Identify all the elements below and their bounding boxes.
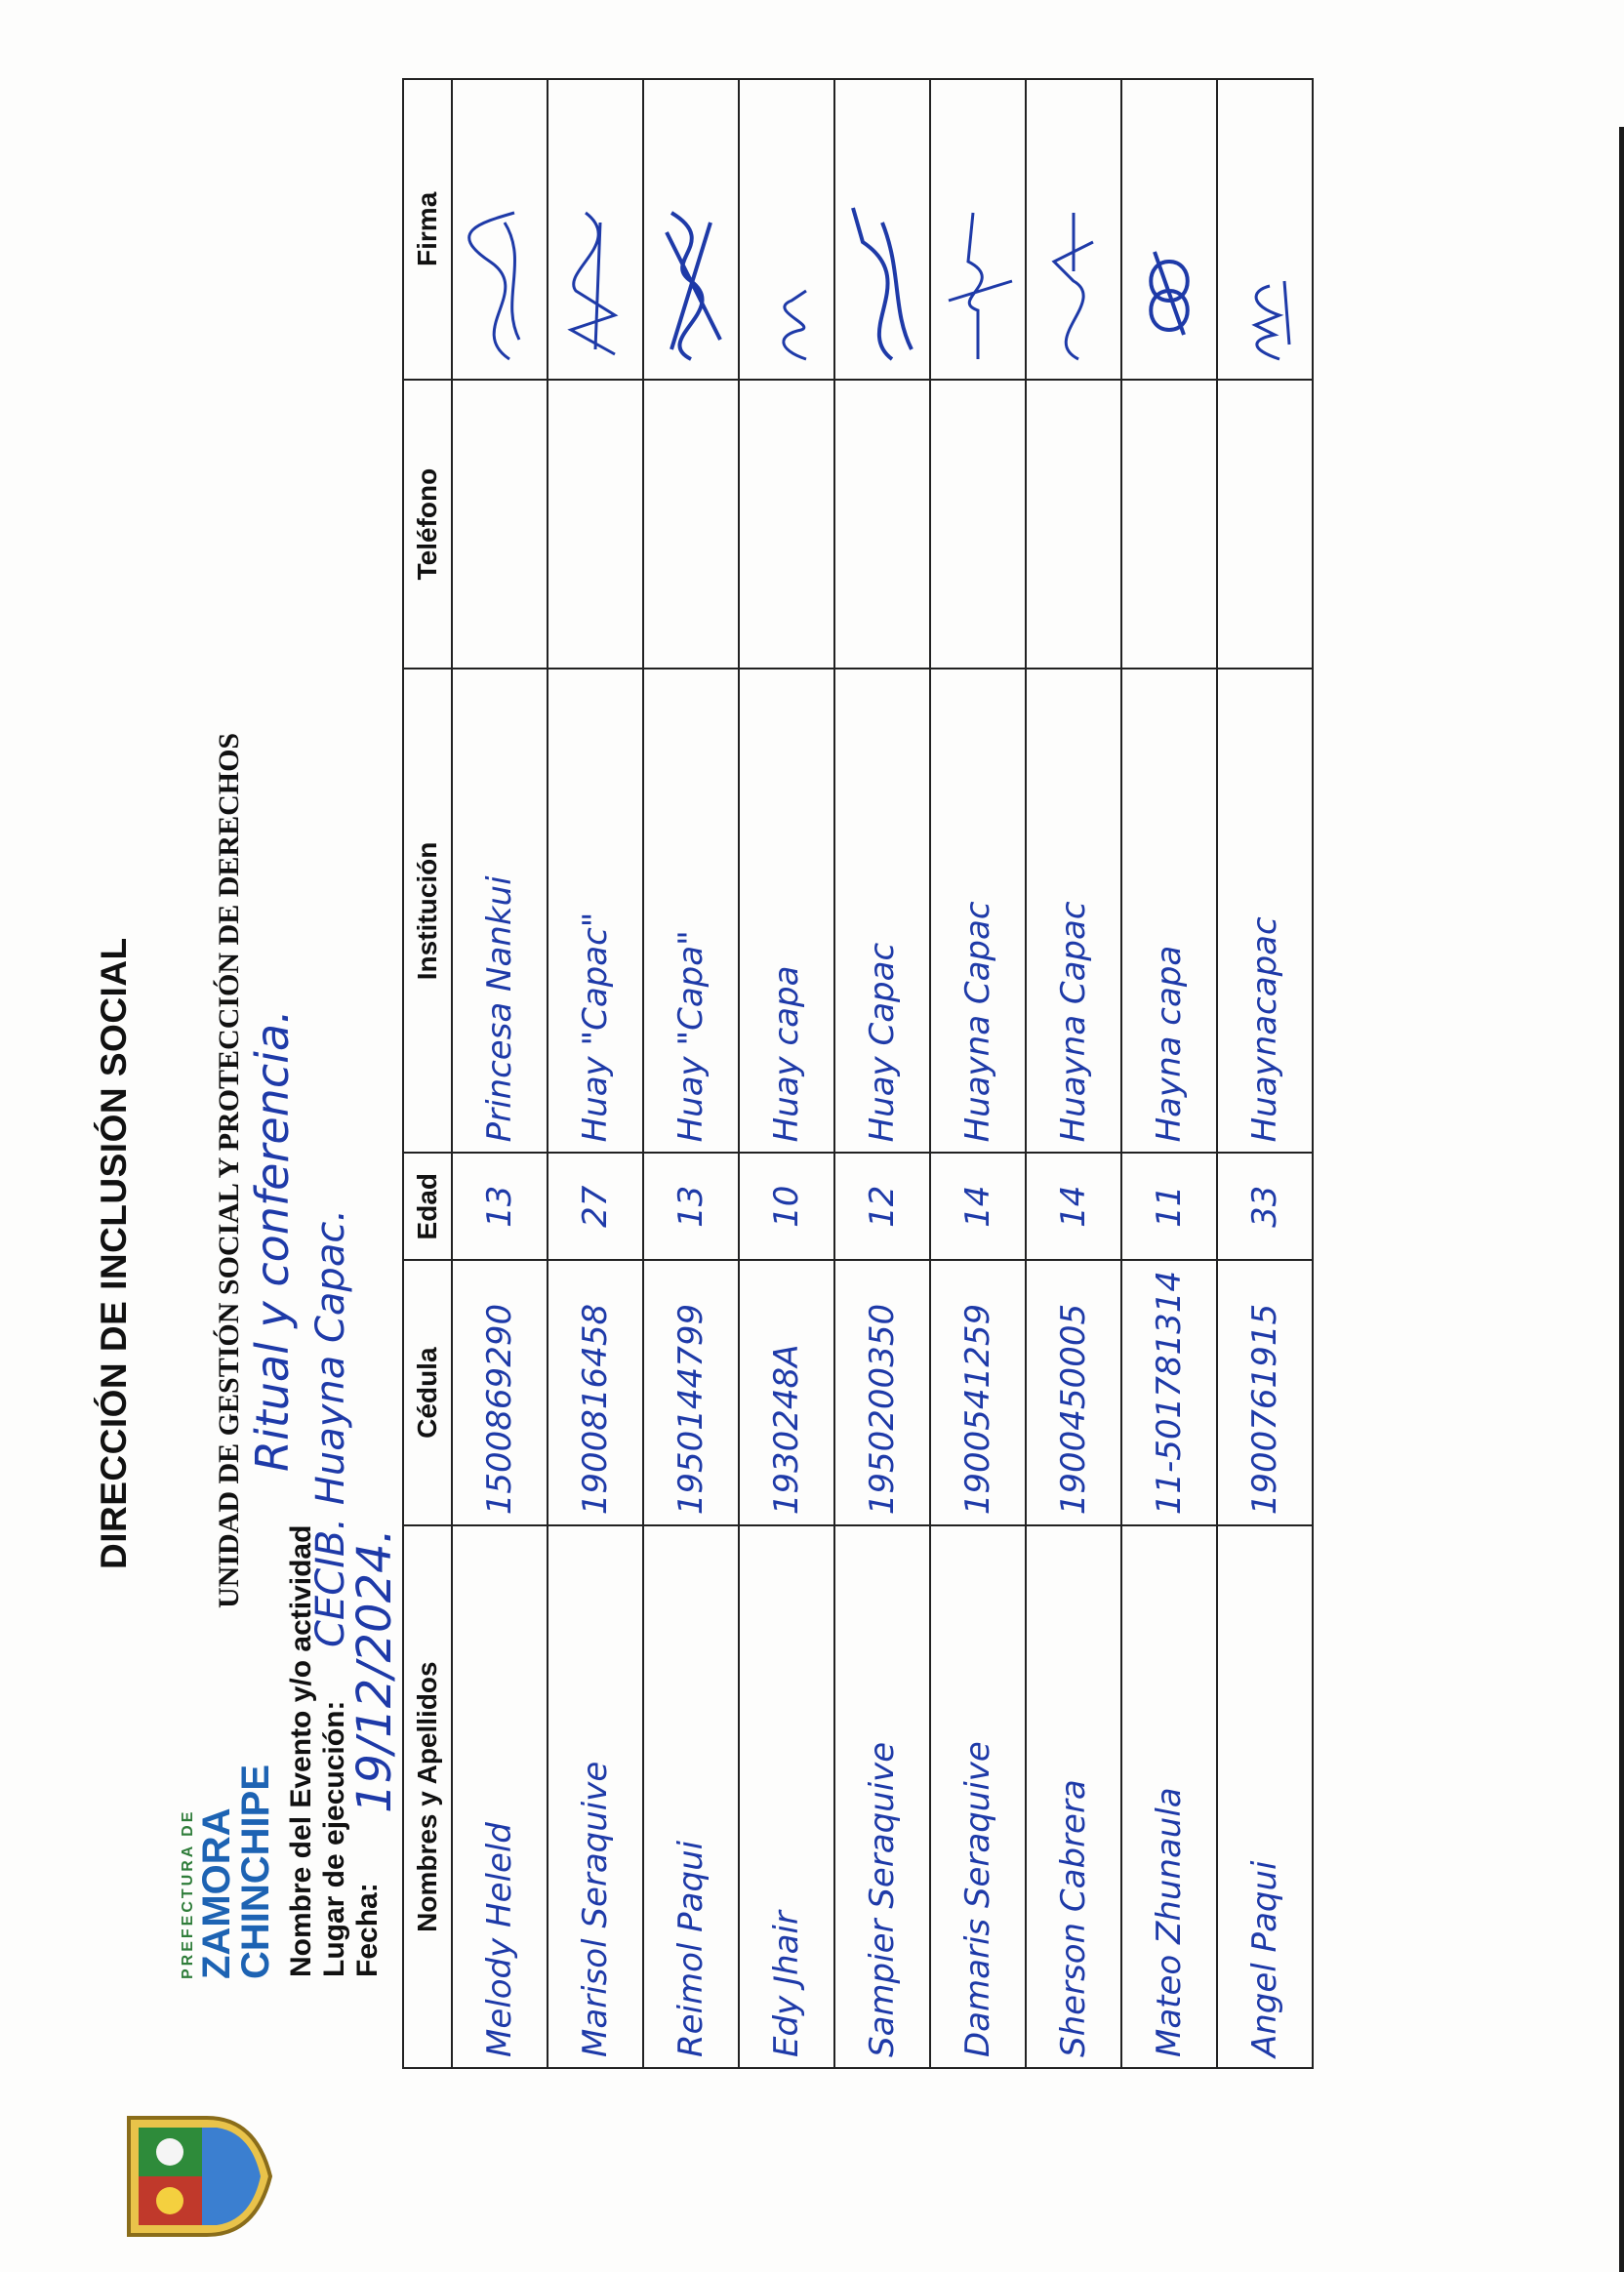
place-value: CECIB. Huayna Capac. xyxy=(308,1208,353,1647)
cell-name: Sampier Seraquive xyxy=(834,1525,930,2068)
date-value: 19/12/2024. xyxy=(347,1528,402,1813)
signature-icon xyxy=(1226,203,1304,369)
signature-icon xyxy=(461,203,539,369)
table-row xyxy=(1026,79,1121,2068)
cell-institution: Huaynacapac xyxy=(1217,669,1313,1153)
table-row xyxy=(739,79,834,2068)
cell-age: 13 xyxy=(643,1153,739,1260)
cell-name: Mateo Zhunaula xyxy=(1121,1525,1217,2068)
cell-phone xyxy=(834,380,930,669)
cell-age: 33 xyxy=(1217,1153,1313,1260)
cell-id: 1950200350 xyxy=(834,1260,930,1525)
cell-institution: Huay "Capa" xyxy=(643,669,739,1153)
cell-signature xyxy=(739,79,834,380)
event-value: Ritual y conferencia. xyxy=(246,1009,299,1472)
cell-phone xyxy=(739,380,834,669)
logo-line-1: ZAMORA xyxy=(195,1807,238,1979)
col-header-institution: Institución xyxy=(403,669,452,1153)
cell-signature xyxy=(1026,79,1121,380)
cell-id: 1900761915 xyxy=(1217,1260,1313,1525)
cell-signature xyxy=(452,79,548,380)
logo-small-text: PREFECTURA DE xyxy=(180,1808,196,1979)
cell-phone xyxy=(643,380,739,669)
signature-icon xyxy=(1035,203,1113,369)
cell-signature xyxy=(1121,79,1217,380)
cell-institution: Huayna Capac xyxy=(1026,669,1121,1153)
place-label: Lugar de ejecución: xyxy=(318,1700,350,1977)
cell-id: 1900816458 xyxy=(548,1260,643,1525)
cell-id: 11-501781314 xyxy=(1121,1260,1217,1525)
col-header-signature: Firma xyxy=(403,79,452,380)
attendance-table xyxy=(402,78,1314,2069)
cell-name: Melody Heleld xyxy=(452,1525,548,2068)
cell-name: Sherson Cabrera xyxy=(1026,1525,1121,2068)
cell-age: 14 xyxy=(930,1153,1026,1260)
cell-age: 13 xyxy=(452,1153,548,1260)
cell-id: 1900450005 xyxy=(1026,1260,1121,1525)
table-row xyxy=(1121,79,1217,2068)
table-row xyxy=(930,79,1026,2068)
table-body xyxy=(452,79,1313,2068)
signature-icon xyxy=(843,203,921,369)
table-row xyxy=(452,79,548,2068)
cell-phone xyxy=(1026,380,1121,669)
cell-age: 10 xyxy=(739,1153,834,1260)
table-row xyxy=(548,79,643,2068)
cell-name: Edy Jhair xyxy=(739,1525,834,2068)
prefecture-logo xyxy=(180,1667,275,1979)
cell-id: 1950144799 xyxy=(643,1260,739,1525)
date-label: Fecha: xyxy=(351,1883,384,1977)
cell-institution: Huay "Capac" xyxy=(548,669,643,1153)
signature-icon xyxy=(939,203,1017,369)
cell-name: Damaris Seraquive xyxy=(930,1525,1026,2068)
cell-signature xyxy=(834,79,930,380)
cell-institution: Huayna Capac xyxy=(930,669,1026,1153)
cell-phone xyxy=(452,380,548,669)
cell-age: 27 xyxy=(548,1153,643,1260)
cell-id: 1930248A xyxy=(739,1260,834,1525)
table-row xyxy=(834,79,930,2068)
cell-institution: Huay capa xyxy=(739,669,834,1153)
cell-name: Angel Paqui xyxy=(1217,1525,1313,2068)
cell-age: 11 xyxy=(1121,1153,1217,1260)
cell-institution: Hayna capa xyxy=(1121,669,1217,1153)
cell-phone xyxy=(1217,380,1313,669)
signature-icon xyxy=(748,203,826,369)
cell-id: 1500869290 xyxy=(452,1260,548,1525)
coat-of-arms-logo xyxy=(109,2108,275,2245)
logo-line-2: CHINCHIPE xyxy=(234,1764,277,1979)
cell-institution: Princesa Nankui xyxy=(452,669,548,1153)
col-header-phone: Teléfono xyxy=(403,380,452,669)
cell-signature xyxy=(643,79,739,380)
signature-icon xyxy=(652,203,730,369)
page-title: DIRECCIÓN DE INCLUSIÓN SOCIAL xyxy=(94,937,134,1569)
page-subtitle: UNIDAD DE GESTIÓN SOCIAL Y PROTECCIÓN DE DERECHOS xyxy=(213,732,245,1608)
cell-signature xyxy=(548,79,643,380)
cell-age: 12 xyxy=(834,1153,930,1260)
event-label: Nombre del Evento y/o actividad xyxy=(285,1524,317,1977)
cell-signature xyxy=(930,79,1026,380)
cell-phone xyxy=(1121,380,1217,669)
signature-icon xyxy=(1130,203,1208,369)
cell-phone xyxy=(930,380,1026,669)
table-row xyxy=(643,79,739,2068)
cell-phone xyxy=(548,380,643,669)
table-header-row xyxy=(403,79,452,2068)
signature-icon xyxy=(556,203,634,369)
cell-id: 1900541259 xyxy=(930,1260,1026,1525)
col-header-name: Nombres y Apellidos xyxy=(403,1525,452,2068)
cell-name: Marisol Seraquive xyxy=(548,1525,643,2068)
col-header-age: Edad xyxy=(403,1153,452,1260)
cell-institution: Huay Capac xyxy=(834,669,930,1153)
table-row xyxy=(1217,79,1313,2068)
cell-name: Reimol Paqui xyxy=(643,1525,739,2068)
cell-signature xyxy=(1217,79,1313,380)
cell-age: 14 xyxy=(1026,1153,1121,1260)
col-header-id: Cédula xyxy=(403,1260,452,1525)
